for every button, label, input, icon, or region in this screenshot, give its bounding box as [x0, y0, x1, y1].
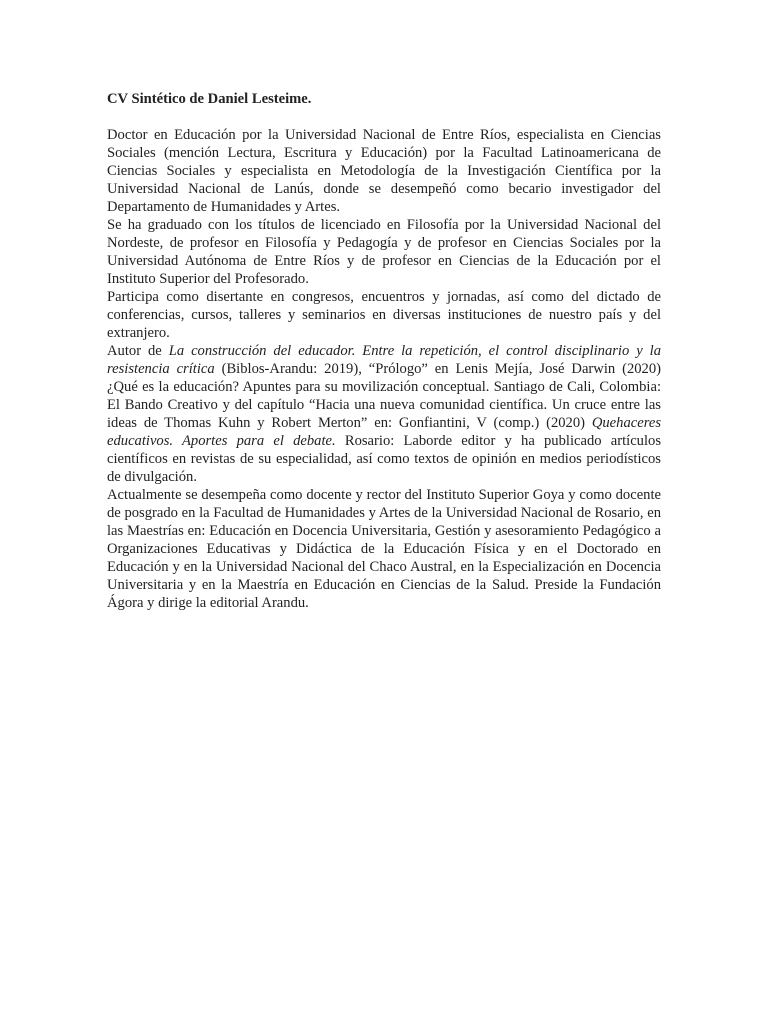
paragraph-degrees: Se ha graduado con los títulos de licenciado en Filosofía por la Universidad Nacional del Nordeste, de profesor en Filosofía y Pedagogía y de profesor en Ciencias Sociales por la Universidad Autónoma de Entre Ríos y de profesor en Ciencias de la Educación por el Instituto Superior del Profesorado. [107, 217, 661, 287]
book-title-construccion: La construcción del educador. Entre la repetición, el control disciplinario y la resistencia crítica [107, 343, 661, 377]
publications-middle: (Biblos-Arandu: 2019), “Prólogo” en Lenis Mejía, José Darwin (2020) ¿Qué es la educación? Apuntes para su movilización conceptual. Santiago de Cali, Colombia: El Bando Creativo y del capítulo “Hacia una nueva comunidad científica. Un cruce entre las ideas de Thomas Kuhn y Robert Merton” en: Gonfiantini, V (comp.) (2020) [107, 361, 661, 431]
publications-tail: Rosario: Laborde editor y ha publicado artículos científicos en revistas de su especialidad, así como textos de opinión en medios periodísticos de divulgación. [107, 433, 662, 485]
paragraph-current-positions: Actualmente se desempeña como docente y rector del Instituto Superior Goya y como docente de posgrado en la Facultad de Humanidades y Artes de la Universidad Nacional de Rosario, en las Maestrías en: Educación en Docencia Universitaria, Gestión y asesoramiento Pedagógico a Organizaciones Educativas y Didáctica de la Educación Física y en el Doctorado en Educación y en la Universidad Nacional del Chaco Austral, en la Especialización en Docencia Universitaria y en la Maestría en Educación en Ciencias de la Salud. Preside la Fundación Ágora y dirige la editorial Arandu. [107, 487, 661, 611]
publications-lead: Autor de [107, 343, 169, 359]
paragraph-publications [107, 342, 661, 486]
document-title: CV Sintético de Daniel Lesteime. [107, 91, 312, 107]
paragraph-conferences: Participa como disertante en congresos, encuentros y jornadas, así como del dictado de conferencias, cursos, talleres y seminarios en diversas instituciones de nuestro país y del extranjero. [107, 289, 661, 341]
paragraph-education: Doctor en Educación por la Universidad Nacional de Entre Ríos, especialista en Ciencias Sociales (mención Lectura, Escritura y Educación) por la Facultad Latinoamericana de Ciencias Sociales y especialista en Metodología de la Investigación Científica por la Universidad Nacional de Lanús, donde se desempeñó como becario investigador del Departamento de Humanidades y Artes. [107, 127, 661, 215]
book-title-quehaceres: Quehaceres educativos. Aportes para el debate. [107, 415, 661, 449]
document-page [107, 90, 661, 612]
